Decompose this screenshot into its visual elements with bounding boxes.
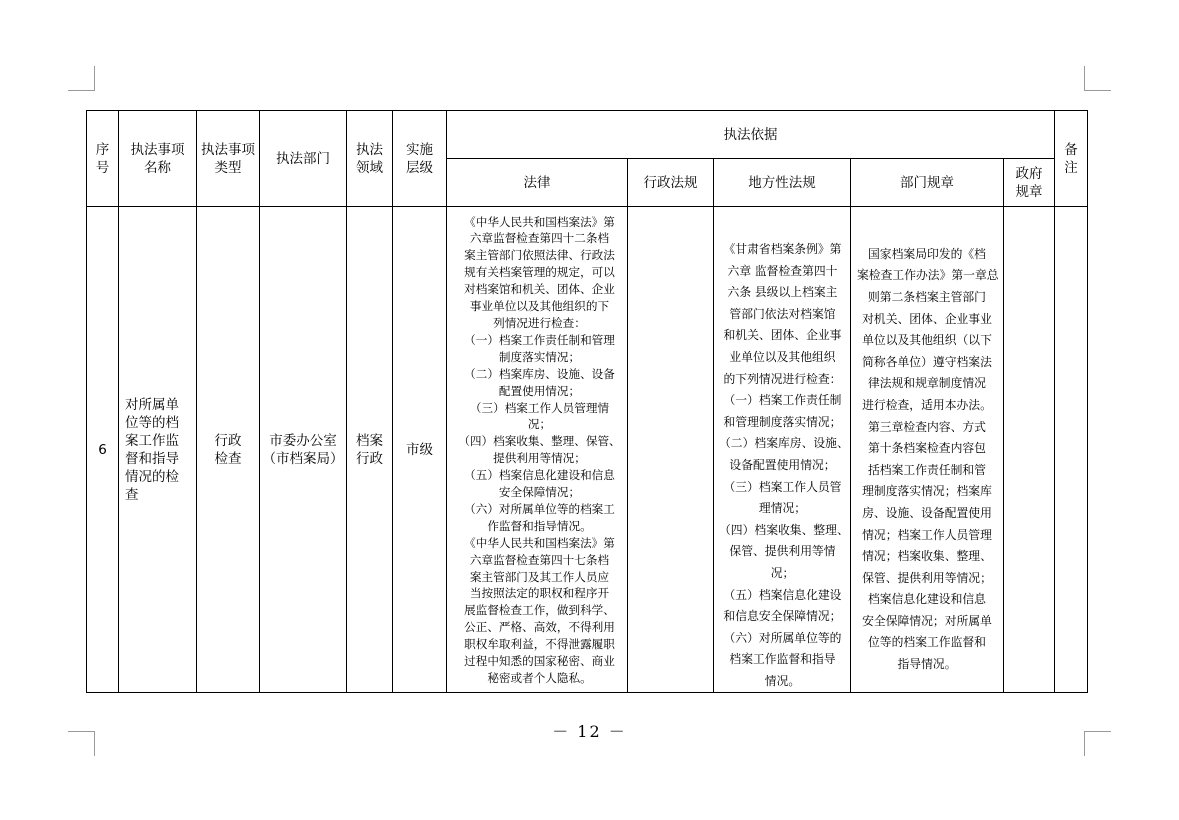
header-level: 实施层级 (393, 111, 447, 207)
local-regulation-text-line: 业单位以及其他组织 (729, 349, 836, 364)
dept-rule-text-line: 案检查工作办法》第一章总 (857, 268, 999, 283)
local-regulation-text-line: 设备配置使用情况； (729, 457, 836, 472)
law-text-line: 职权牟取利益，不得泄露履职 (464, 637, 615, 652)
law-text-line: 六章监督检查第四十二条档 (469, 231, 610, 246)
header-item-type: 执法事项类型 (197, 111, 260, 207)
local-regulation-text-line: 管部门依法对档案馆 (729, 306, 836, 321)
cell-department: 市委办公室 （市档案局） (260, 207, 347, 693)
local-regulation-text-line: 理情况； (758, 501, 807, 516)
dept-rule-text-line: 指导情况。 (897, 657, 957, 672)
local-regulation-text-line: （六）对所属单位等的 (723, 630, 842, 645)
cell-level: 市级 (393, 207, 447, 693)
law-text-line: （一）档案工作责任制和管理 (464, 332, 615, 347)
header-item-name: 执法事项名称 (119, 111, 197, 207)
local-regulation-text-line: 六条 县级以上档案主 (727, 285, 838, 300)
local-regulation-text-line: （二）档案库房、设施、 (719, 436, 849, 451)
header-department: 执法部门 (260, 111, 347, 207)
cell-gov-rule (1004, 207, 1055, 693)
law-text-line: 案主管部门及其工作人员应 (469, 569, 610, 584)
header-remark: 备注 (1055, 111, 1088, 207)
law-text-line: 六章监督检查第四十七条档 (469, 552, 610, 567)
dept-rule-text-line: 房、设施、设备配置使用 (862, 505, 992, 520)
law-text-line: 制度落实情况； (498, 349, 581, 364)
law-text-line: 规有关档案管理的规定，可以 (464, 265, 615, 280)
dept-rule-text-line: 理制度落实情况；档案库 (862, 484, 992, 499)
crop-mark-top-right-v (1084, 66, 1085, 91)
header-gov-rule: 政府规章 (1004, 159, 1055, 207)
law-text-line: 配置使用情况； (498, 383, 581, 398)
local-regulation-text-line: 和机关、团体、企业事 (723, 328, 842, 343)
dept-rule-text-line: 进行检查，适用本办法。 (862, 397, 992, 412)
crop-mark-top-left-v (94, 66, 95, 91)
law-text-line: 案主管部门依照法律、行政法 (464, 248, 615, 263)
law-text-line: 展监督检查工作，做到科学、 (464, 603, 615, 618)
cell-item-type: 行政 检查 (197, 207, 260, 693)
law-text-line: （二）档案库房、设施、设备 (464, 366, 615, 381)
law-text-line: （四）档案收集、整理、保管、 (458, 434, 621, 449)
cell-local-regulation (714, 207, 851, 693)
local-regulation-text-line: 情况。 (764, 673, 801, 688)
law-text-line: 作监督和指导情况。 (487, 518, 592, 533)
local-regulation-text-line: 和信息安全保障情况； (723, 609, 842, 624)
law-text-line: 过程中知悉的国家秘密、商业 (464, 654, 615, 669)
local-regulation-text-line: 保管、提供利用等情 (729, 544, 836, 559)
local-regulation-text-line: 况； (770, 565, 795, 580)
law-text-line: 提供利用等情况； (493, 451, 586, 466)
law-text-line: 列情况进行检查： (493, 315, 586, 330)
local-regulation-text-line: （五）档案信息化建设 (723, 587, 842, 602)
dept-rule-text-line: 单位以及其他组织（以下 (862, 333, 992, 348)
dept-rule-text-line: 对机关、团体、企业事业 (862, 311, 992, 326)
dept-rule-text-line: 第十条档案检查内容包 (868, 441, 986, 456)
law-text-line: （六）对所属单位等的档案工 (464, 501, 615, 516)
dept-rule-text-line: 档案信息化建设和信息 (868, 592, 986, 607)
law-text-line: 事业单位以及其他组织的下 (469, 299, 610, 314)
dept-rule-text-line: 情况；档案工作人员管理 (862, 527, 992, 542)
enforcement-table (86, 110, 1088, 693)
dept-rule-text-line: 则第二条档案主管部门 (868, 289, 986, 304)
local-regulation-text-line: 《甘肃省档案条例》第 (723, 242, 842, 256)
cell-field: 档案 行政 (347, 207, 393, 693)
header-admin-regulation: 行政法规 (628, 159, 714, 207)
cell-item-name: 对所属单 位等的档 案工作监 督和指导 情况的检 查 (119, 207, 197, 693)
dept-rule-text-line: 保管、提供利用等情况； (862, 570, 992, 585)
dept-rule-text-line: 括档案工作责任制和管 (868, 462, 986, 477)
local-regulation-text-line: （四）档案收集、整理、 (719, 522, 849, 537)
dept-rule-text-line: 国家档案局印发的《档 (868, 246, 986, 261)
local-regulation-text-line: （三）档案工作人员管 (723, 479, 842, 494)
law-text-line: 况； (527, 417, 552, 432)
crop-mark-top-left-h (68, 90, 95, 91)
cell-admin-regulation (628, 207, 714, 693)
law-text-line: （五）档案信息化建设和信息 (464, 468, 615, 483)
header-law: 法律 (447, 159, 628, 207)
crop-mark-top-right-h (1084, 90, 1111, 91)
header-basis: 执法依据 (447, 111, 1055, 159)
table-row (87, 207, 1088, 693)
dept-rule-text-line: 简称各单位）遵守档案法 (862, 354, 992, 369)
header-dept-rule: 部门规章 (851, 159, 1004, 207)
local-regulation-text-line: 和管理制度落实情况； (723, 414, 842, 429)
header-local-regulation: 地方性法规 (714, 159, 851, 207)
local-regulation-text-line: （一）档案工作责任制 (723, 393, 842, 408)
dept-rule-text-line: 安全保障情况；对所属单 (862, 613, 992, 628)
law-text-line: 当按照法定的职权和程序开 (469, 586, 610, 601)
law-text-line: 对档案馆和机关、团体、企业 (464, 282, 615, 297)
local-regulation-text-line: 档案工作监督和指导 (729, 652, 836, 667)
law-text-line: （三）档案工作人员管理情 (469, 400, 610, 415)
dept-rule-text-line: 位等的档案工作监督和 (868, 635, 986, 650)
header-seq: 序号 (87, 111, 119, 207)
law-text-line: 秘密或者个人隐私。 (487, 671, 592, 686)
dept-rule-text-line: 第三章检查内容、方式 (868, 419, 986, 434)
cell-law (447, 207, 628, 693)
cell-seq: 6 (87, 207, 119, 693)
local-regulation-text-line: 的下列情况进行检查： (723, 371, 842, 386)
local-regulation-text-line: 六章 监督检查第四十 (727, 263, 838, 278)
law-text-line: 《中华人民共和国档案法》第 (464, 535, 615, 550)
dept-rule-text-line: 律法规和规章制度情况 (868, 376, 986, 391)
law-text-line: 安全保障情况； (498, 485, 581, 500)
header-field: 执法领域 (347, 111, 393, 207)
law-text-line: 公正、严格、高效，不得利用 (464, 620, 615, 635)
page-number: － 12 － (552, 722, 627, 741)
law-text-line: 《中华人民共和国档案法》第 (464, 214, 615, 229)
cell-dept-rule (851, 207, 1004, 693)
cell-remark (1055, 207, 1088, 693)
dept-rule-text-line: 情况；档案收集、整理、 (862, 549, 992, 564)
